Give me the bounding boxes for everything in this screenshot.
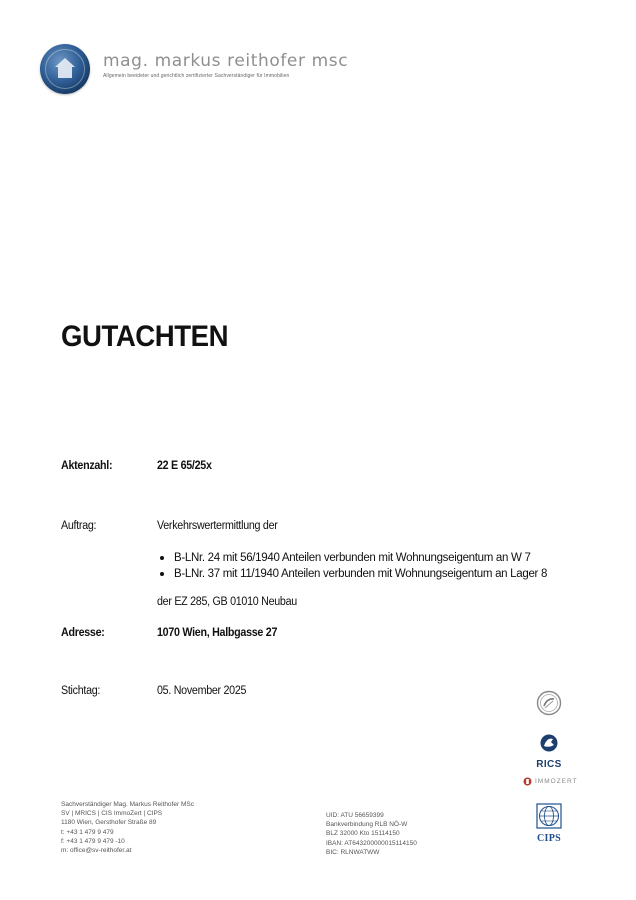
footer-line: BLZ 32000 Kto 15114150 xyxy=(326,830,400,838)
footer-line: 1180 Wien, Gersthofer Straße 89 xyxy=(61,819,157,827)
footer-bank xyxy=(326,811,417,857)
footer-line: SV | MRICS | CIS ImmoZert | CIPS xyxy=(61,810,163,818)
footer-contact xyxy=(61,800,194,855)
sv-seal-icon xyxy=(536,690,562,716)
footer-line: f: +43 1 479 9 479 -10 xyxy=(61,837,125,845)
auftrag-list xyxy=(157,550,547,582)
company-logo xyxy=(40,44,90,94)
brand-tagline: Allgemein beeideter und gerichtlich zertifizierter Sachverständiger für Immobilien xyxy=(103,73,290,79)
footer-line: BIC: RLNWATWW xyxy=(326,848,380,856)
list-item: B-LNr. 37 mit 11/1940 Anteilen verbunden mit Wohnungseigentum an Lager 8 xyxy=(157,566,547,582)
footer-line: m: office@sv-reithofer.at xyxy=(61,847,132,855)
list-item: B-LNr. 24 mit 56/1940 Anteilen verbunden mit Wohnungseigentum an W 7 xyxy=(157,550,547,566)
rics-logo xyxy=(532,733,566,770)
stichtag-label: Stichtag: xyxy=(61,685,101,697)
auftrag-label: Auftrag: xyxy=(61,520,97,532)
immozert-mark-icon xyxy=(523,777,532,786)
aktenzahl-value: 22 E 65/25x xyxy=(157,460,212,472)
house-icon xyxy=(53,56,77,80)
immozert-label: IMMOZERT xyxy=(535,778,578,785)
footer-line: UID: ATU 56659399 xyxy=(326,812,384,819)
auftrag-intro: Verkehrswertermittlung der xyxy=(157,520,278,532)
document-title: GUTACHTEN xyxy=(61,320,229,353)
rics-emblem-icon xyxy=(538,733,560,753)
cips-globe-icon xyxy=(534,803,564,829)
footer-line: Bankverbindung RLB NÖ-W xyxy=(326,821,408,829)
cips-label: CIPS xyxy=(537,833,561,844)
cips-logo xyxy=(534,803,564,844)
auftrag-suffix: der EZ 285, GB 01010 Neubau xyxy=(157,596,297,608)
immozert-logo xyxy=(523,777,578,786)
footer-line: IBAN: AT643200000015114150 xyxy=(326,839,417,847)
adresse-label: Adresse: xyxy=(61,627,105,639)
footer-line: t: +43 1 479 9 479 xyxy=(61,828,114,836)
adresse-value: 1070 Wien, Halbgasse 27 xyxy=(157,627,278,639)
footer-line: Sachverständiger Mag. Markus Reithofer MSc xyxy=(61,801,194,808)
stichtag-value: 05. November 2025 xyxy=(157,685,247,697)
aktenzahl-label: Aktenzahl: xyxy=(61,460,113,472)
brand-name: mag. markus reithofer msc xyxy=(103,51,349,71)
rics-label: RICS xyxy=(536,759,562,770)
